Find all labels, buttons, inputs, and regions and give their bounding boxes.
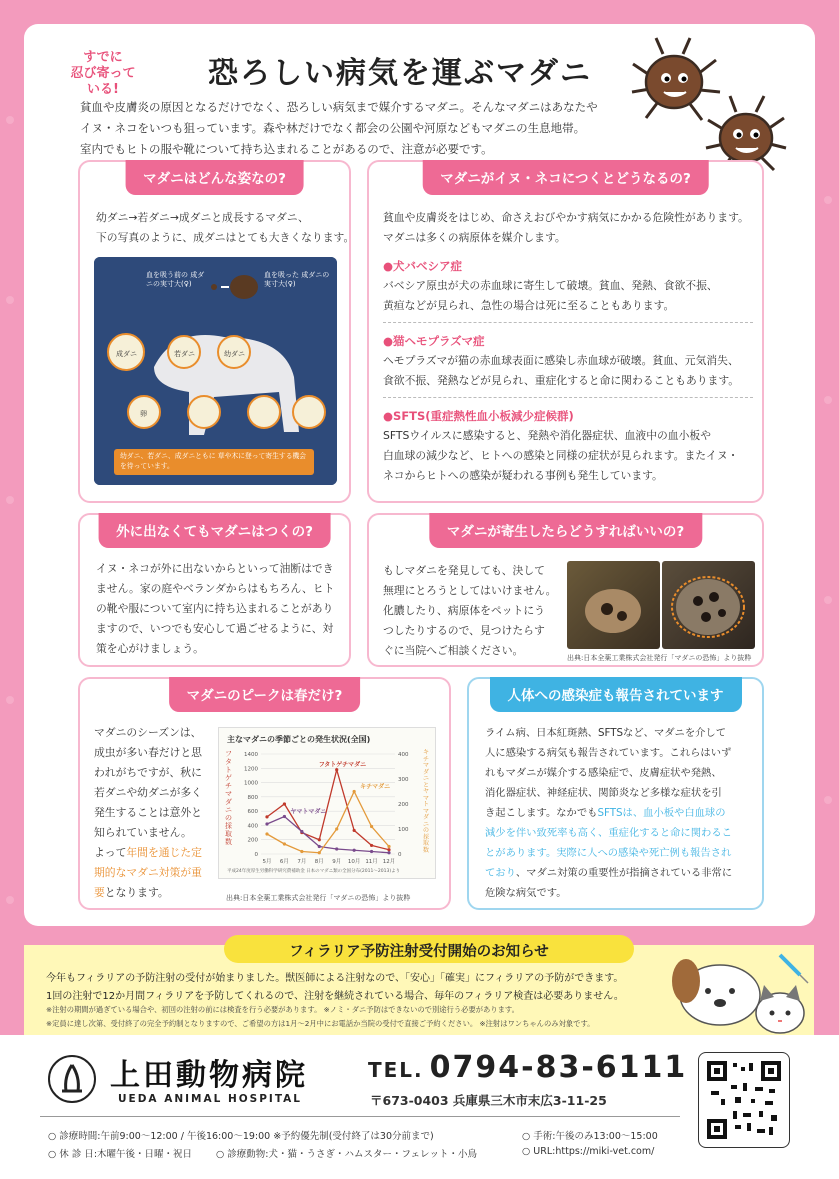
card-peak-season [78,677,451,910]
card-title: マダニがイヌ・ネコにつくとどうなるの? [422,160,709,195]
closed-info: ○ 休 診 日:木曜午後・日曜・祝日 [48,1149,193,1160]
photo-caption: 出典:日本全薬工業株式会社発行「マダニの恐怖」より抜粋 [567,654,752,662]
data-point [283,842,286,845]
data-point [318,851,321,854]
card-title: マダニのピークは春だけ? [169,677,361,712]
card-title: マダニはどんな姿なの? [125,160,304,195]
card-text: マダニのシーズンは、 成虫が多い春だけと思 われがちですが、秋に 若ダニや幼ダニが多く 発生することは意外と 知られていません。 よって年間を通じた定 期的なマダニ対策が重 要となります。 [94,726,202,899]
y-tick-left: 1200 [244,766,258,773]
chart-title: 主なマダニの季節ごとの発生状況(全国) [227,735,371,744]
qr-code[interactable] [698,1052,790,1148]
data-point [265,822,268,825]
filaria-note1: ※注射の期間が過ぎている場合や、初回の注射の前には検査を行う必要があります。 ※ノミ・ダニ予防はできないので別途行う必要があります。 [46,1005,519,1014]
x-tick: 7月 [297,859,307,865]
disease-title: ●猫ヘモプラズマ症 [383,334,485,348]
card-parasite [367,513,764,667]
label-young: 若ダニ [174,350,195,358]
intro-text: 貧血や皮膚炎の原因となるだけでなく、恐ろしい病気まで媒介するマダニ。そんなマダニはあなたや イヌ・ネコをいつも狙っています。森や林だけでなく都会の公園や河原などもマダニの生息地帯。 室内でもヒトの服や靴について持ち込まれることがあるので、注意が必要です。 [80,100,598,156]
eyebrow: すでに 忍び寄っている! [70,50,136,97]
photo-tick-paw [662,561,755,649]
data-point [335,827,338,830]
x-tick: 10月 [347,859,361,865]
surgery-info: ○ 手術:午後のみ13:00〜15:00 [522,1131,658,1142]
data-point [265,815,268,818]
card-title: 人体への感染症も報告されています [490,677,742,712]
data-point [370,825,373,828]
label-after: 血を吸った 成ダニの実寸大(♀) [264,271,330,288]
y-tick-left: 400 [247,823,258,830]
lifecycle-photo [94,257,337,485]
photo-tick-ear [567,561,660,649]
filaria-note2: ※定員に達し次第、受付終了の完全予約制となりますので、ご希望の方は1月〜2月中にお電話か当院の受付で直接ご予約ください。 ※注射はワンちゃんのみ対象です。 [46,1019,595,1028]
lifecycle-note: 幼ダニ、若ダニ、成ダニともに 草や木に登って寄生する機会を待っています。 [120,452,307,470]
clinic-logo [48,1055,96,1103]
x-tick: 11月 [365,859,378,865]
tick-illustration [628,34,788,174]
clinic-name: 上田動物病院 [110,1058,308,1093]
phone-number[interactable]: TEL. 0794-83-6111 [368,1050,688,1085]
disease-title: ●SFTS(重症熱性血小板減少症候群) [383,409,574,423]
label-before: 血を吸う前の 成ダニの実寸大(♀) [146,271,205,288]
data-point [335,847,338,850]
chart-ylabel-left: フタトゲチマダニの採取数 [225,750,232,846]
card-tick-effect [367,160,764,503]
filaria-line1: 今年もフィラリアの予防注射の受付が始まりました。獣医師による注射なので、「安心」「確実」にフィラリアの予防ができます。 [46,973,624,984]
card-human-infection [467,677,764,910]
x-tick: 5月 [262,859,272,865]
chart-caption: 出典:日本全薬工業株式会社発行「マダニの恐怖」より抜粋 [226,894,411,902]
series-label: ヤマトマダニ [290,808,327,816]
y-tick-left: 200 [247,837,258,844]
y-tick-right: 300 [398,777,409,783]
y-tick-right: 100 [398,827,409,833]
filaria-line2: 1回の注射で12か月間フィラリアを予防してくれるので、注射を継続されている場合、毎年のフィラリア検査は必要ありません。 [46,991,624,1002]
data-point [387,851,390,854]
card-tick-shape [78,160,355,503]
y-tick-right: 200 [398,802,409,808]
footer-divider [40,1116,680,1117]
data-point [353,849,356,852]
data-point [370,844,373,847]
series-line [267,770,389,850]
chart-ylabel-right: キチマダニとヤマトマダニの採取数 [423,749,430,854]
label-larva: 幼ダニ [224,350,245,358]
data-point [353,829,356,832]
filaria-title: フィラリア予防注射受付開始のお知らせ [289,944,549,960]
card-text: 貧血や皮膚炎をはじめ、命さえおびやかす病気にかかる危険性があります。 マダニは多くの病原体を媒介します。 ●犬バベシア症 バベシア原虫が犬の赤血球に寄生して破壊。貧血、発熱、食欲不振、 黄疸などが見られ、急性の場合は死に至ることもあります。 ●猫ヘモプラズマ症 ヘモプラズマが猫の赤血球表面に感染し赤血球が破壊。貧血、元気消失、 食欲不振、発熱などが見られ、重症化すると命に関わることもあります。 ●SFTS(重症熱性血小板減少症候群) SFTSウイルスに感染すると、発熱や消化器症状、血液中の血小板や 白血球の減少など、ヒトへの感染と同様の症状が見られます。またイヌ・ ネコからヒトへの感染が疑われる事例も発生しています。 [383,208,753,486]
x-tick: 8月 [314,859,324,865]
data-point [387,848,390,851]
data-point [387,845,390,848]
card-text: イヌ・ネコが外に出ないからといって油断はでき ません。家の庭やベランダからはもちろん、ヒト の靴や服について室内に持ち込まれることがあり ますので、いつでも安心して過ごせるように、対 策を心がけましょう。 [96,562,335,655]
data-point [370,850,373,853]
chart-plot [219,728,437,880]
label-egg: 卵 [140,410,147,418]
y-tick-right: 400 [398,752,409,758]
data-point [353,790,356,793]
series-line [267,817,389,853]
card-indoor [78,513,351,667]
card-text: もしマダニを発見しても、決して 無理にとろうとしてはいけません。 化膿したり、病原体をペットにう つしたりするので、見つけたらす ぐに当院へご相談ください。 [383,564,557,657]
x-tick: 12月 [382,859,396,865]
data-point [300,830,303,833]
card-title: マダニが寄生したらどうすればいいの? [429,513,702,548]
filaria-notice [24,945,814,1035]
card-text: 幼ダニ→若ダニ→成ダニと成長するマダニ、 下の写真のように、成ダニはとても大きくなります。 [96,211,355,244]
series-label: フタトゲチマダニ [318,761,367,769]
address: 〒673-0403 兵庫県三木市末広3-11-25 [370,1093,607,1108]
dog-cat-illustration [660,951,810,1035]
clinic-name-en: UEDA ANIMAL HOSPITAL [118,1093,302,1105]
series-label: キチマダニ [360,783,391,791]
data-point [283,802,286,805]
chart-footnote: 平成24年度厚生労働科学研究費補助金 日本のマダニ類の全国分布(2011〜2013)より [227,869,401,874]
data-point [300,850,303,853]
y-tick-left: 800 [247,794,258,801]
card-text: ライム病、日本紅斑熱、SFTSなど、マダニを介して 人に感染する病気も報告されています。これらはいず れもマダニが媒介する感染症で、皮膚症状や発熱、 消化器症状、神経症状、関節炎など多様な症状を引 き起こします。なかでもSFTSは、血小板や白血球の 減少を伴い致死率も高く、重症化すると命に関わるこ とがあります。実際に人への感染や死亡例も報告され ており、マダニ対策の重要性が指摘されている非常に 危険な病気です。 [485,727,733,899]
data-point [318,838,321,841]
y-tick-left: 600 [247,809,258,816]
disease-title: ●犬バベシア症 [383,259,463,273]
label-adult: 成ダニ [116,350,137,358]
data-point [283,815,286,818]
y-tick-right: 0 [398,852,402,858]
season-chart [218,727,436,879]
y-tick-left: 1000 [244,780,258,787]
data-point [265,832,268,835]
url-link[interactable]: ○ URL:https://miki-vet.com/ [522,1146,655,1157]
card-title: 外に出なくてもマダニはつくの? [98,513,331,548]
page-title: 恐ろしい病気を運ぶマダニ [208,56,592,91]
data-point [318,845,321,848]
animals-info: ○ 診療動物:犬・猫・うさぎ・ハムスター・フェレット・小鳥 [216,1149,477,1160]
hours-info: ○ 診療時間:午前9:00〜12:00 / 午後16:00〜19:00 ※予約優先制(受付終了は30分前まで) [48,1131,434,1142]
y-tick-left: 0 [254,852,258,858]
x-tick: 6月 [279,859,289,865]
x-tick: 9月 [332,859,342,865]
y-tick-left: 1400 [244,752,258,758]
